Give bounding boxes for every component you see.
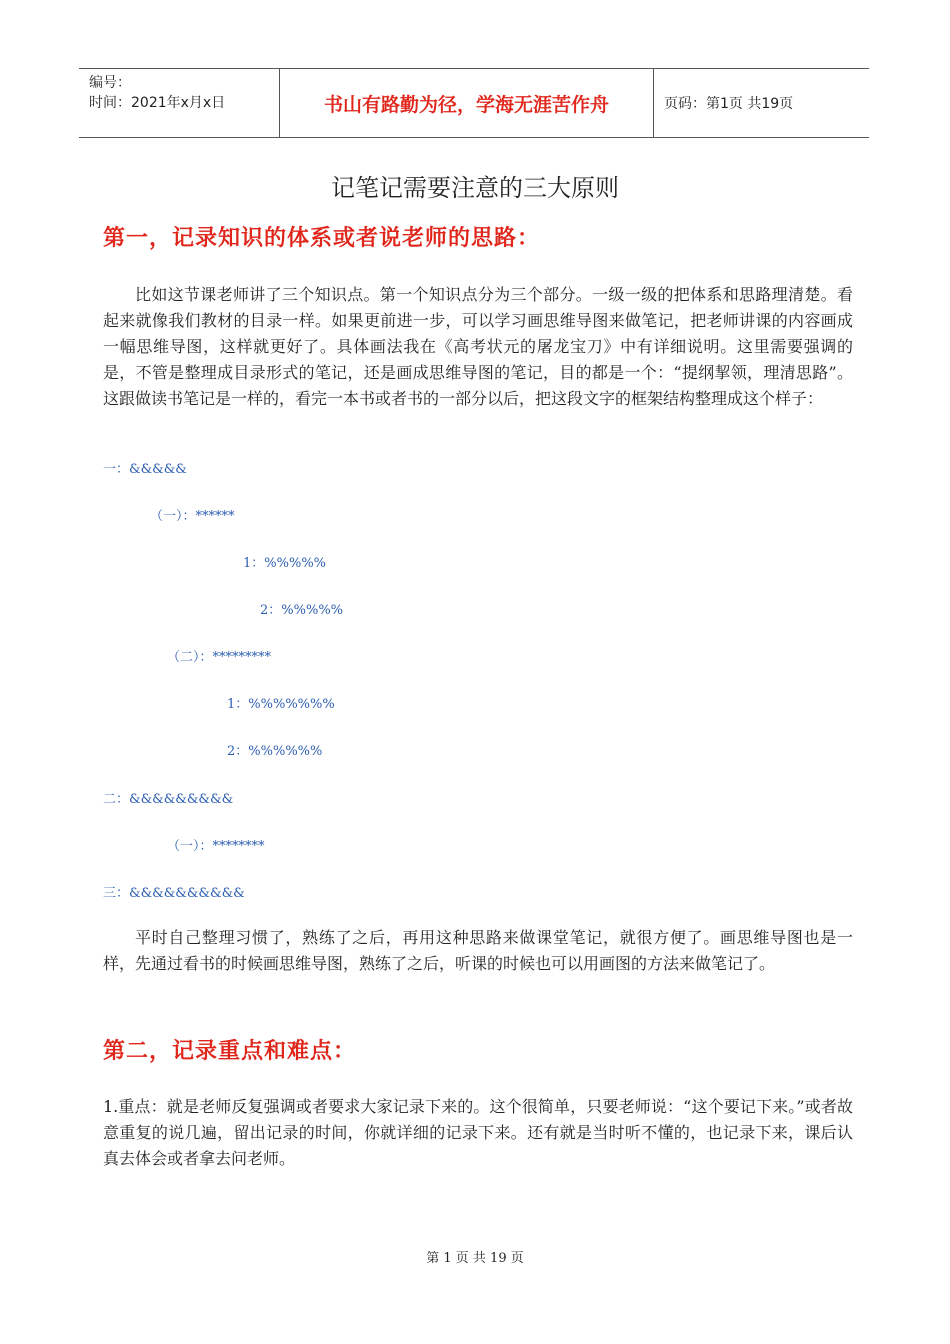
outline-item: 2：%%%%%%	[227, 744, 323, 759]
outline-item: （一）：********	[167, 839, 265, 854]
header-time-label: 时间：2021年x月x日	[89, 95, 226, 111]
outline-item: （一）：******	[150, 509, 235, 524]
header-motto: 书山有路勤为径，学海无涯苦作舟	[280, 69, 654, 137]
outline-item: （二）：*********	[167, 650, 272, 665]
section2-heading: 第二，记录重点和难点：	[103, 1038, 357, 1064]
page-header-table	[79, 68, 869, 138]
outline-item: 1：%%%%%%%	[227, 697, 335, 712]
header-page-info: 页码：第1页 共19页	[664, 96, 794, 112]
outline-item: 二：&&&&&&&&&	[103, 792, 234, 807]
header-meta-cell	[79, 69, 280, 137]
section2-paragraph: 1.重点：就是老师反复强调或者要求大家记录下来的。这个很简单，只要老师说：“这个要记下来。”或者故意重复的说几遍，留出记录的时间，你就详细的记录下来。还有就是当时听不懂的，也记录下来，课后认真去体会或者拿去问老师。	[103, 1097, 853, 1168]
page-footer: 第 1 页 共 19 页	[426, 1251, 524, 1266]
outline-item: 1：%%%%%	[243, 556, 327, 571]
section1-heading: 第一，记录知识的体系或者说老师的思路：	[103, 225, 541, 251]
section1-paragraph-2: 平时自己整理习惯了，熟练了之后，再用这种思路来做课堂笔记，就很方便了。画思维导图也是一样，先通过看书的时候画思维导图，熟练了之后，听课的时候也可以用画图的方法来做笔记了。	[103, 928, 853, 973]
outline-item: 一：&&&&&	[103, 462, 187, 477]
outline-item: 三：&&&&&&&&&&	[103, 886, 245, 901]
document-title: 记笔记需要注意的三大原则	[331, 174, 619, 202]
section1-paragraph: 比如这节课老师讲了三个知识点。第一个知识点分为三个部分。一级一级的把体系和思路理清楚。看起来就像我们教材的目录一样。如果更前进一步，可以学习画思维导图来做笔记，把老师讲课的内容画成一幅思维导图，这样就更好了。具体画法我在《高考状元的屠龙宝刀》中有详细说明。这里需要强调的是，不管是整理成目录形式的笔记，还是画成思维导图的笔记，目的都是一个：“提纲挈领，理清思路”。这跟做读书笔记是一样的，看完一本书或者书的一部分以后，把这段文字的框架结构整理成这个样子：	[103, 285, 853, 408]
outline-item: 2：%%%%%	[260, 603, 344, 618]
header-number-label: 编号：	[89, 75, 131, 91]
